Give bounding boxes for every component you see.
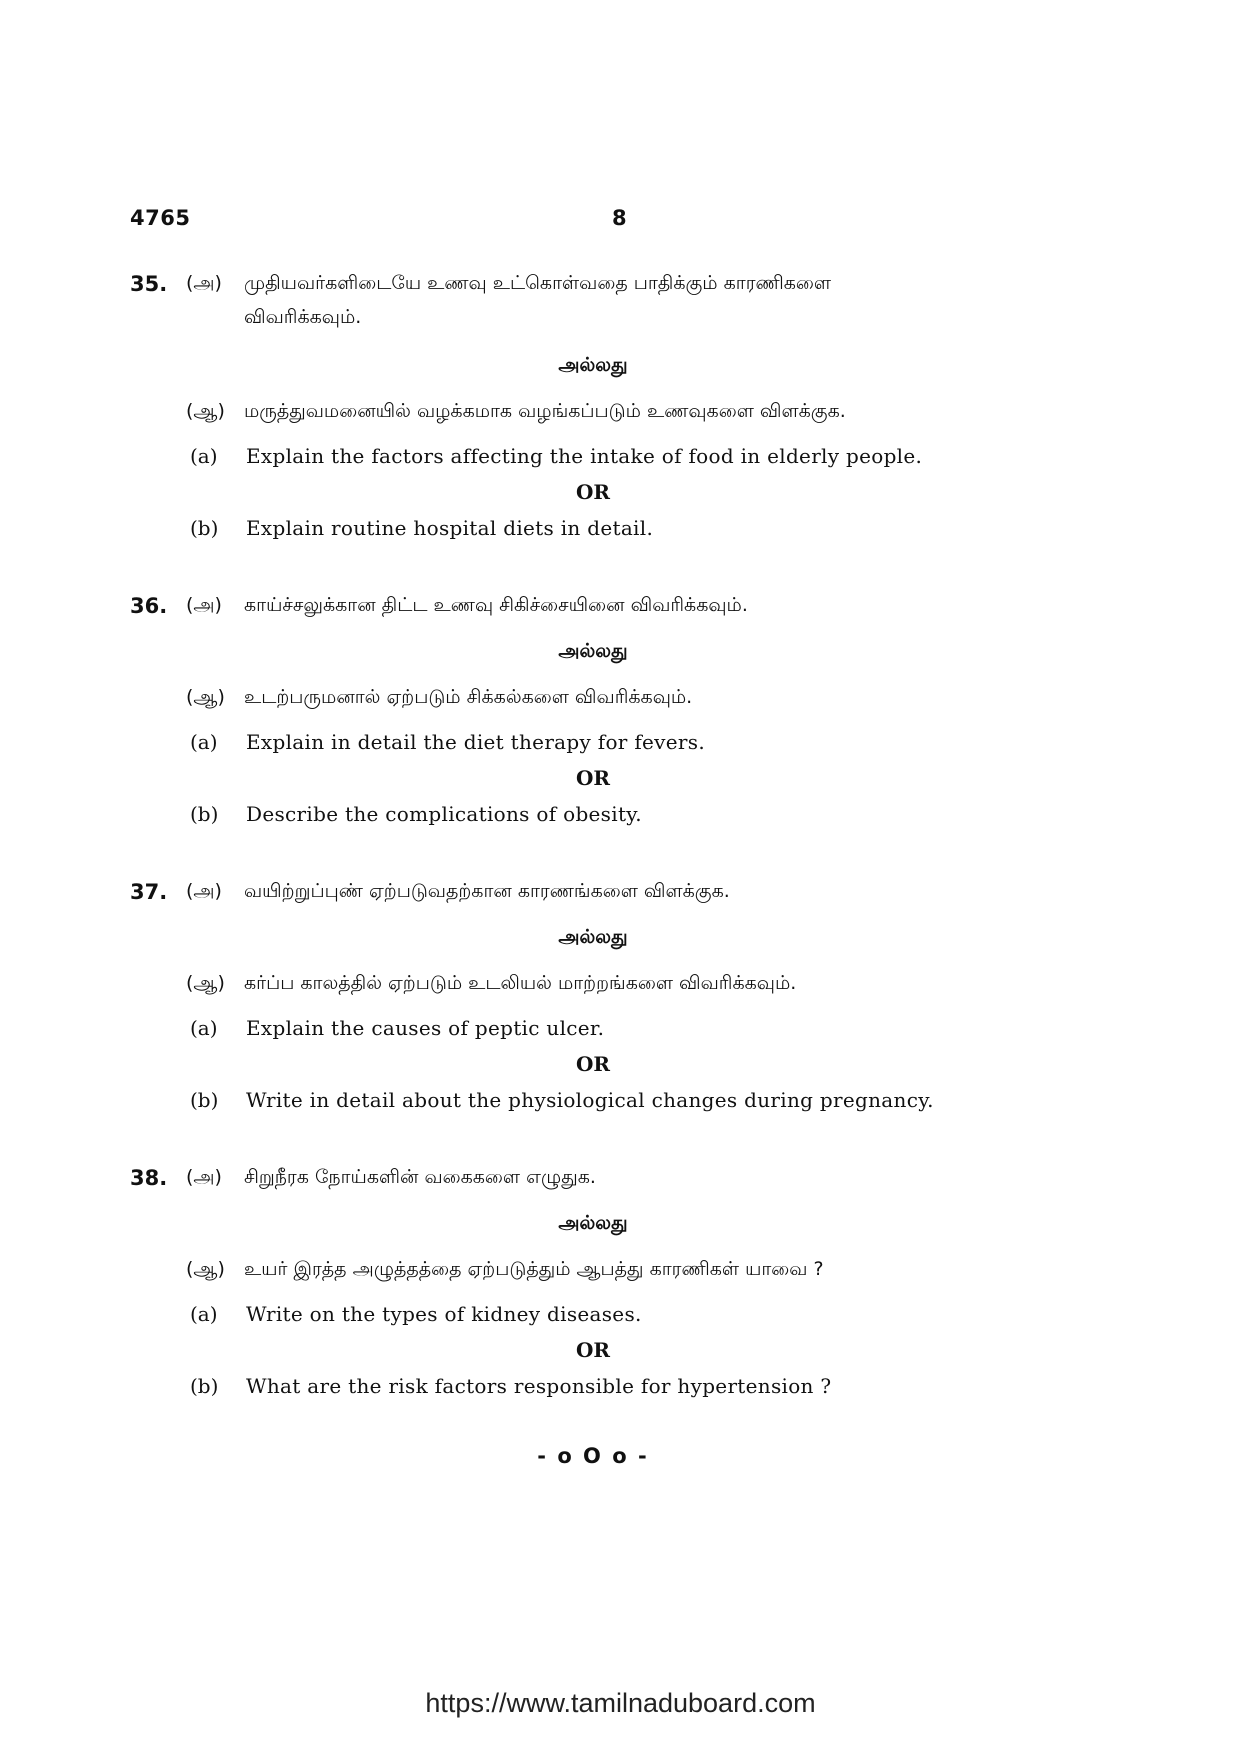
english-option-b-marker: (b) xyxy=(190,802,219,826)
english-option-a-marker: (a) xyxy=(190,1302,218,1326)
question-number: 36. xyxy=(130,594,168,618)
english-or-divider: OR xyxy=(575,766,611,790)
english-option-a-text: Explain the causes of peptic ulcer. xyxy=(246,1016,605,1040)
english-option-a-marker: (a) xyxy=(190,730,218,754)
tamil-option-b-text: உயர் இரத்த அழுத்தத்தை ஏற்படுத்தும் ஆபத்து காரணிகள் யாவை ? xyxy=(244,1258,824,1280)
english-option-a-text: Write on the types of kidney diseases. xyxy=(246,1302,642,1326)
tamil-or-divider: அல்லது xyxy=(558,926,628,948)
english-option-a-text: Explain the factors affecting the intake of food in elderly people. xyxy=(246,444,923,468)
tamil-option-a-text: முதியவர்களிடையே உணவு உட்கொள்வதை பாதிக்கும் காரணிகளை xyxy=(244,272,832,294)
english-option-a-marker: (a) xyxy=(190,444,218,468)
english-option-b-marker: (b) xyxy=(190,516,219,540)
english-option-b-marker: (b) xyxy=(190,1374,219,1398)
tamil-or-divider: அல்லது xyxy=(558,354,628,376)
tamil-option-b-marker: (ஆ) xyxy=(186,686,225,708)
english-option-b-text: Explain routine hospital diets in detail. xyxy=(246,516,654,540)
tamil-or-divider: அல்லது xyxy=(558,1212,628,1234)
tamil-option-b-marker: (ஆ) xyxy=(186,400,225,422)
page-number: 8 xyxy=(612,206,627,230)
english-option-b-text: Write in detail about the physiological changes during pregnancy. xyxy=(246,1088,934,1112)
english-or-divider: OR xyxy=(575,1338,611,1362)
english-option-b-text: Describe the complications of obesity. xyxy=(246,802,642,826)
footer-website-url: https://www.tamilnaduboard.com xyxy=(425,1688,816,1718)
tamil-option-b-text: கர்ப்ப காலத்தில் ஏற்படும் உடலியல் மாற்றங்களை விவரிக்கவும். xyxy=(244,972,797,994)
tamil-option-a-marker: (அ) xyxy=(186,594,222,616)
tamil-option-a-text-cont: விவரிக்கவும். xyxy=(244,306,362,328)
tamil-option-a-text: சிறுநீரக நோய்களின் வகைகளை எழுதுக. xyxy=(244,1166,596,1188)
end-of-paper-mark: - o O o - xyxy=(537,1444,649,1468)
question-number: 35. xyxy=(130,272,168,296)
tamil-option-b-marker: (ஆ) xyxy=(186,1258,225,1280)
tamil-option-a-text: வயிற்றுப்புண் ஏற்படுவதற்கான காரணங்களை விளக்குக. xyxy=(244,880,730,902)
tamil-option-a-marker: (அ) xyxy=(186,272,222,294)
tamil-option-b-text: மருத்துவமனையில் வழக்கமாக வழங்கப்படும் உணவுகளை விளக்குக. xyxy=(244,400,846,422)
english-option-a-marker: (a) xyxy=(190,1016,218,1040)
question-number: 38. xyxy=(130,1166,168,1190)
english-option-b-marker: (b) xyxy=(190,1088,219,1112)
question-number: 37. xyxy=(130,880,168,904)
tamil-option-a-marker: (அ) xyxy=(186,1166,222,1188)
english-or-divider: OR xyxy=(575,480,611,504)
english-option-b-text: What are the risk factors responsible for hypertension ? xyxy=(246,1374,832,1398)
tamil-option-b-text: உடற்பருமனால் ஏற்படும் சிக்கல்களை விவரிக்கவும். xyxy=(244,686,693,708)
english-or-divider: OR xyxy=(575,1052,611,1076)
tamil-option-b-marker: (ஆ) xyxy=(186,972,225,994)
paper-code: 4765 xyxy=(130,206,191,230)
tamil-option-a-text: காய்ச்சலுக்கான திட்ட உணவு சிகிச்சையினை விவரிக்கவும். xyxy=(244,594,748,616)
english-option-a-text: Explain in detail the diet therapy for fevers. xyxy=(246,730,705,754)
tamil-or-divider: அல்லது xyxy=(558,640,628,662)
tamil-option-a-marker: (அ) xyxy=(186,880,222,902)
